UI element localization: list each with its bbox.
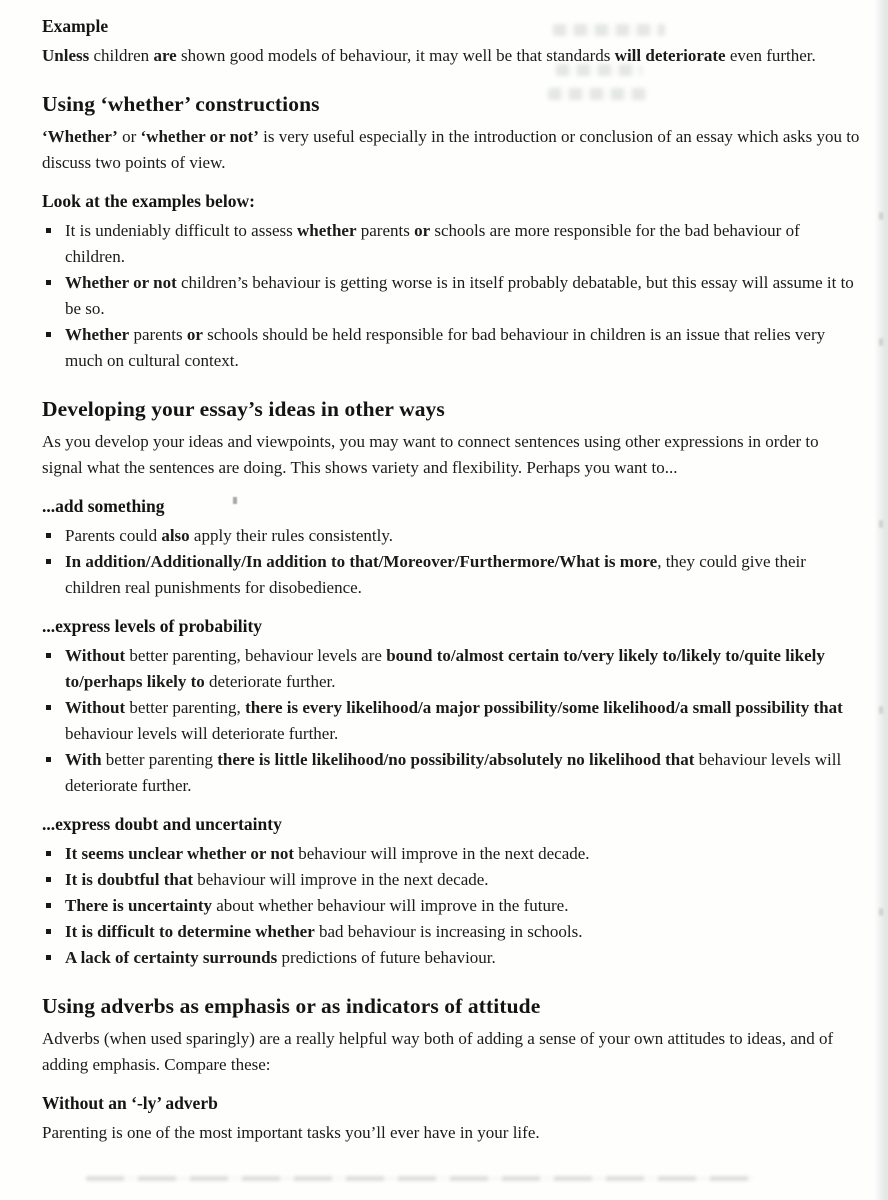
bold-phrase: In addition/Additionally/In addition to that/Moreover/Furthermore/What is more — [65, 552, 658, 571]
subheading: ...express levels of probability — [42, 616, 263, 636]
square-bullet-icon — [46, 705, 51, 710]
bold-phrase: A lack of certainty surrounds — [65, 948, 278, 967]
text-run: deteriorate further. — [204, 672, 336, 691]
bullet-item — [42, 747, 862, 799]
bullet-item — [42, 919, 862, 945]
text-run: schools should be held responsible for bad behaviour in children is an issue that relies very much on cultural context. — [65, 325, 826, 370]
square-bullet-icon — [46, 929, 51, 934]
text-run: behaviour levels will deteriorate further. — [65, 750, 842, 795]
square-bullet-icon — [46, 653, 51, 658]
square-bullet-icon — [46, 533, 51, 538]
section-heading: Developing your essay’s ideas in other ways — [42, 397, 445, 421]
bold-phrase: there is every likelihood/a major possibility/some likelihood/a small possibility that — [245, 698, 843, 717]
bleedthrough-line-artifact — [86, 1176, 754, 1181]
scan-speck — [879, 706, 883, 714]
square-bullet-icon — [46, 877, 51, 882]
bold-phrase: will deteriorate — [614, 46, 726, 65]
text-run: or — [117, 127, 141, 146]
bold-phrase: Whether or not — [65, 273, 177, 292]
bullet-text — [65, 322, 862, 374]
bullet-text — [65, 695, 862, 747]
text-run: behaviour will improve in the next decade. — [294, 844, 590, 863]
bold-phrase: It seems unclear whether or not — [65, 844, 295, 863]
text-run: parents — [129, 325, 187, 344]
text-run: even further. — [725, 46, 816, 65]
bold-phrase: or — [414, 221, 431, 240]
page-edge-shadow — [874, 0, 888, 1200]
subheading: Without an ‘-ly’ adverb — [42, 1093, 218, 1113]
bullet-text — [65, 643, 862, 695]
bullet-item — [42, 523, 862, 549]
square-bullet-icon — [46, 280, 51, 285]
bold-phrase: also — [161, 526, 190, 545]
text-run: parents — [356, 221, 415, 240]
section-heading: Using ‘whether’ constructions — [42, 92, 320, 116]
square-bullet-icon — [46, 757, 51, 762]
text-run: Parenting is one of the most important tasks you’ll ever have in your life. — [42, 1123, 540, 1142]
bullet-item — [42, 270, 862, 322]
square-bullet-icon — [46, 955, 51, 960]
text-run: , they could give their children real punishments for disobedience. — [65, 552, 806, 597]
bullet-text — [65, 549, 862, 601]
bullet-item — [42, 893, 862, 919]
bold-phrase: There is uncertainty — [65, 896, 213, 915]
bold-phrase: With — [65, 750, 102, 769]
bullet-item — [42, 643, 862, 695]
text-run: better parenting, behaviour levels are — [125, 646, 387, 665]
bold-phrase: are — [153, 46, 177, 65]
bullet-text — [65, 893, 862, 919]
text-run: predictions of future behaviour. — [277, 948, 496, 967]
bullet-text — [65, 841, 862, 867]
text-run: is very useful especially in the introduction or conclusion of an essay which asks you to discuss two points of view. — [42, 127, 860, 172]
subheading: Example — [42, 16, 109, 36]
paragraph — [42, 1026, 862, 1078]
bold-phrase: ‘whether or not’ — [140, 127, 259, 146]
bullet-text — [65, 747, 862, 799]
text-run: Parents could — [65, 526, 162, 545]
text-run: shown good models of behaviour, it may well be that standards — [176, 46, 615, 65]
square-bullet-icon — [46, 228, 51, 233]
bold-phrase: It is difficult to determine whether — [65, 922, 315, 941]
bold-phrase: bound to/almost certain to/very likely to/likely to/quite likely to/perhaps likely to — [65, 646, 825, 691]
bold-phrase: Unless — [42, 46, 90, 65]
bold-phrase: or — [186, 325, 203, 344]
bullet-text — [65, 270, 862, 322]
square-bullet-icon — [46, 332, 51, 337]
square-bullet-icon — [46, 559, 51, 564]
square-bullet-icon — [46, 851, 51, 856]
text-run: apply their rules consistently. — [189, 526, 393, 545]
paragraph — [42, 43, 862, 69]
text-run: behaviour will improve in the next decade. — [193, 870, 489, 889]
text-run: As you develop your ideas and viewpoints, you may want to connect sentences using other expressions in order to signal what the sentences are doing. This shows variety and flexibility. Perhaps you want to... — [42, 432, 819, 477]
text-run: behaviour levels will deteriorate further. — [65, 724, 339, 743]
bullet-item — [42, 945, 862, 971]
bold-phrase: Without — [65, 646, 126, 665]
text-run: better parenting — [101, 750, 218, 769]
paragraph — [42, 1120, 862, 1146]
page-content — [42, 13, 862, 1146]
text-run: about whether behaviour will improve in the future. — [212, 896, 569, 915]
text-run: Adverbs (when used sparingly) are a really helpful way both of adding a sense of your own attitudes to ideas, and of adding emphasis. Compare these: — [42, 1029, 834, 1074]
paragraph — [42, 429, 862, 481]
square-bullet-icon — [46, 903, 51, 908]
text-run: better parenting, — [125, 698, 246, 717]
bullet-text — [65, 919, 862, 945]
scan-speck — [879, 908, 883, 916]
bold-phrase: there is little likelihood/no possibility/absolutely no likelihood that — [217, 750, 695, 769]
bullet-item — [42, 218, 862, 270]
bullet-item — [42, 841, 862, 867]
bold-phrase: It is doubtful that — [65, 870, 194, 889]
bullet-text — [65, 523, 862, 549]
bullet-item — [42, 549, 862, 601]
text-run: children’s behaviour is getting worse is in itself probably debatable, but this essay will assume it to be so. — [65, 273, 854, 318]
bullet-item — [42, 322, 862, 374]
subheading: ...express doubt and uncertainty — [42, 814, 282, 834]
bullet-text — [65, 945, 862, 971]
bullet-item — [42, 695, 862, 747]
bold-phrase: Without — [65, 698, 126, 717]
paragraph — [42, 124, 862, 176]
section-heading: Using adverbs as emphasis or as indicators of attitude — [42, 994, 541, 1018]
text-run: children — [89, 46, 154, 65]
text-run: bad behaviour is increasing in schools. — [314, 922, 583, 941]
scan-speck — [879, 520, 883, 528]
text-run: It is undeniably difficult to assess — [65, 221, 297, 240]
subheading: ...add something — [42, 496, 165, 516]
bullet-text — [65, 867, 862, 893]
bullet-text — [65, 218, 862, 270]
bold-phrase: ‘Whether’ — [42, 127, 118, 146]
scan-speck — [879, 338, 883, 346]
text-run: schools are more responsible for the bad behaviour of children. — [65, 221, 800, 266]
bullet-item — [42, 867, 862, 893]
bold-phrase: whether — [297, 221, 357, 240]
scan-speck — [879, 212, 883, 220]
bold-phrase: Whether — [65, 325, 130, 344]
subheading: Look at the examples below: — [42, 191, 255, 211]
